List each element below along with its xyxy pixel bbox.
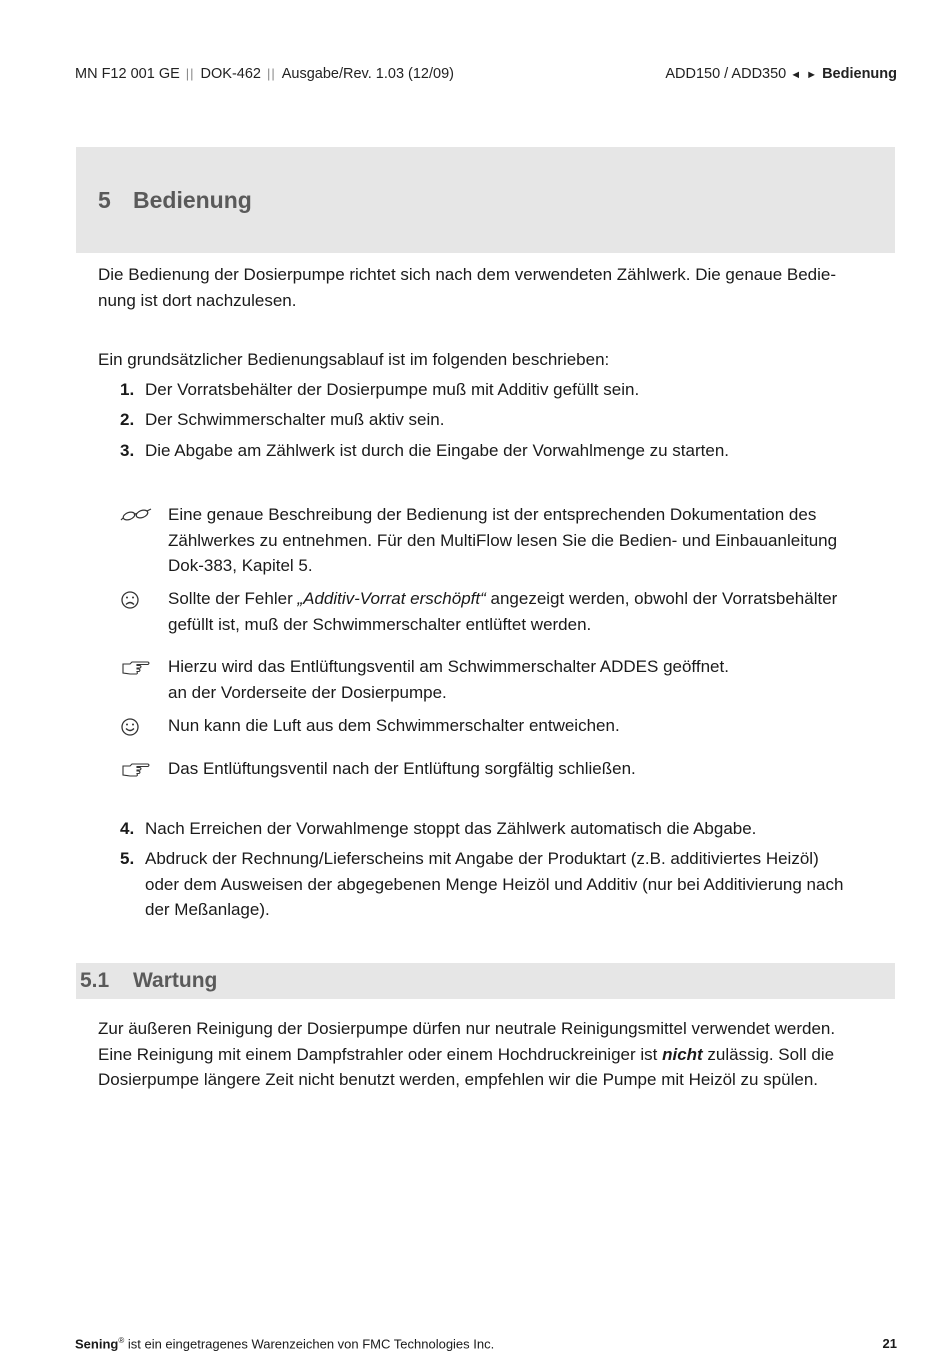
doc-number: MN F12 001 GE — [75, 66, 180, 82]
intro-line: nung ist dort nachzulesen. — [98, 290, 297, 310]
section-title: Wartung — [133, 969, 218, 992]
note-line: Eine genaue Beschreibung der Bedienung ist der entsprechenden Dokumentation des — [168, 505, 817, 524]
note-line: Dok-383, Kapitel 5. — [168, 556, 313, 575]
dok-number: DOK-462 — [200, 66, 261, 82]
chapter-heading — [76, 147, 895, 253]
list-text — [145, 816, 897, 842]
text-part: Eine Reinigung mit einem Dampfstrahler oder einem Hochdruckreiniger ist — [98, 1044, 663, 1064]
note-text — [168, 713, 898, 739]
section-number: 5.1 — [80, 969, 110, 992]
product-name: ADD150 / ADD350 — [665, 66, 787, 82]
brand-name: Sening — [75, 1336, 119, 1352]
paragraph-line: Dosierpumpe längere Zeit nicht benutzt werden, empfehlen wir die Pumpe mit Heizöl zu spülen. — [98, 1070, 819, 1089]
header-section: Bedienung — [822, 66, 897, 82]
section-heading — [76, 963, 895, 999]
paragraph-line — [98, 1042, 898, 1068]
list-number: 1. — [120, 380, 135, 399]
page-number: 21 — [882, 1336, 897, 1351]
pointing-hand-icon — [120, 757, 152, 781]
note-line: Nun kann die Luft aus dem Schwimmerschalter entweichen. — [168, 716, 620, 735]
list-number: 5. — [120, 849, 135, 868]
maintenance-paragraph — [98, 1016, 898, 1093]
procedure-lead: Ein grundsätzlicher Bedienungsablauf ist im folgenden beschrieben: — [98, 350, 610, 369]
note-text — [168, 502, 898, 579]
separator: || — [185, 66, 195, 81]
note-text — [168, 586, 898, 637]
paragraph-line: Zur äußeren Reinigung der Dosierpumpe dürfen nur neutrale Reinigungsmittel verwendet werden. — [98, 1019, 836, 1038]
emphasis: nicht — [662, 1044, 703, 1064]
chapter-title: Bedienung — [133, 187, 252, 213]
list-line: Abdruck der Rechnung/Lieferscheins mit Angabe der Produktart (z.B. additiviertes Heizöl) — [145, 849, 819, 868]
list-text: Der Vorratsbehälter der Dosierpumpe muß mit Additiv gefüllt sein. — [145, 380, 640, 399]
list-line: der Meßanlage). — [145, 900, 270, 919]
note-line — [168, 586, 898, 612]
sad-face-icon — [120, 587, 152, 611]
intro-paragraph — [98, 262, 898, 313]
list-line: Nach Erreichen der Vorwahlmenge stoppt das Zählwerk automatisch die Abgabe. — [145, 819, 757, 838]
intro-line: Die Bedienung der Dosierpumpe richtet sich nach dem verwendeten Zählwerk. Die genaue Bedie- — [98, 265, 837, 284]
note-line: Hierzu wird das Entlüftungsventil am Schwimmerschalter ADDES geöffnet. — [168, 657, 729, 676]
note-line: Zählwerkes zu entnehmen. Für den MultiFlow lesen Sie die Bedien- und Einbauanleitung — [168, 530, 838, 550]
header-left — [75, 66, 454, 82]
trademark-text: ist ein eingetragenes Warenzeichen von FMC Technologies Inc. — [124, 1336, 495, 1352]
note-text — [168, 654, 898, 705]
note-line: gefüllt ist, muß der Schwimmerschalter entlüftet werden. — [168, 614, 592, 634]
pointing-hand-icon — [120, 655, 152, 679]
list-number: 3. — [120, 441, 135, 460]
page-header — [75, 66, 897, 86]
registered-mark: ® — [118, 1336, 125, 1345]
list-text: Der Schwimmerschalter muß aktiv sein. — [145, 410, 445, 429]
nav-arrows-icon: ◄ ► — [790, 69, 819, 81]
note-text — [168, 756, 898, 782]
smiley-face-icon — [120, 714, 152, 738]
page-footer — [75, 1336, 897, 1356]
chapter-number: 5 — [98, 187, 111, 213]
list-text: Die Abgabe am Zählwerk ist durch die Eingabe der Vorwahlmenge zu starten. — [145, 441, 729, 460]
list-number: 4. — [120, 819, 135, 838]
trademark-notice — [75, 1336, 494, 1351]
note-line: Das Entlüftungsventil nach der Entlüftung sorgfältig schließen. — [168, 759, 636, 778]
note-text-part: Sollte der Fehler — [168, 589, 298, 608]
error-message: „Additiv-Vorrat erschöpft“ — [297, 589, 486, 608]
revision: Ausgabe/Rev. 1.03 (12/09) — [281, 66, 454, 82]
glasses-icon — [120, 503, 152, 527]
separator: || — [266, 66, 276, 81]
header-right — [665, 66, 897, 82]
list-line: oder dem Ausweisen der abgegebenen Menge Heizöl und Additiv (nur bei Additivierung nach — [145, 874, 844, 894]
text-part: zulässig. Soll die — [702, 1044, 835, 1064]
list-text — [145, 846, 897, 923]
note-text-part: angezeigt werden, obwohl der Vorratsbehälter — [485, 589, 838, 608]
list-number: 2. — [120, 410, 135, 429]
note-line: an der Vorderseite der Dosierpumpe. — [168, 682, 447, 702]
